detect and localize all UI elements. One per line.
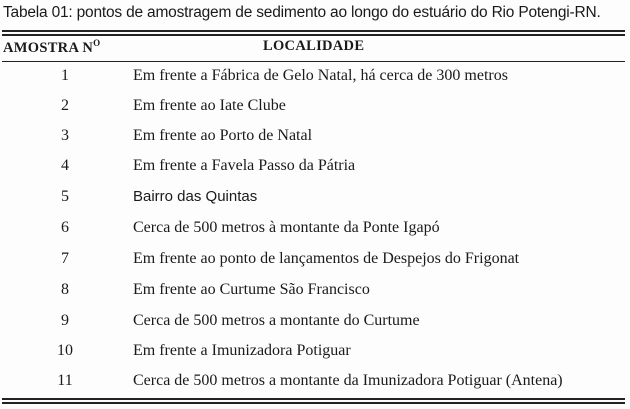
sample-location: Cerca de 500 metros à montante da Ponte Igapó: [133, 219, 440, 236]
table-row: [0, 183, 630, 213]
sample-location: Em frente a Fábrica de Gelo Natal, há cerca de 300 metros: [133, 67, 508, 84]
sample-number: 11: [57, 372, 73, 389]
header-amostra: [3, 38, 100, 57]
table-row: [0, 276, 630, 306]
table-caption: Tabela 01: pontos de amostragem de sedimento ao longo do estuário do Rio Potengi-RN.: [3, 4, 601, 21]
top-rule-inner: [2, 34, 625, 36]
sample-location: Cerca de 500 metros a montante do Curtume: [133, 312, 420, 329]
sample-number: 1: [61, 67, 69, 84]
header-amostra-superscript: O: [93, 38, 101, 48]
sample-location: Em frente a Favela Passo da Pátria: [133, 157, 356, 174]
table-row: [0, 122, 630, 152]
sample-location: Em frente ao Porto de Natal: [133, 127, 313, 144]
table-row: [0, 62, 630, 92]
sample-number: 9: [61, 312, 69, 329]
table-row: [0, 307, 630, 337]
sample-location: Em frente ao Curtume São Francisco: [133, 281, 370, 298]
table-row: [0, 152, 630, 182]
table-row: [0, 92, 630, 122]
sample-number: 8: [61, 281, 69, 298]
bottom-rule-inner: [2, 402, 625, 404]
table-row: [0, 245, 630, 275]
sample-number: 2: [61, 97, 69, 114]
sample-location: Em frente ao Iate Clube: [133, 97, 286, 114]
sample-location: Em frente ao ponto de lançamentos de Despejos do Frigonat: [133, 250, 520, 267]
sample-location: Em frente a Imunizadora Potiguar: [133, 342, 351, 359]
sample-number: 3: [61, 127, 69, 144]
table-row: [0, 337, 630, 367]
sample-number: 5: [61, 188, 69, 205]
top-rule-outer: [2, 30, 625, 32]
sample-number: 4: [61, 157, 69, 174]
table-row: [0, 214, 630, 244]
sample-number: 6: [61, 219, 69, 236]
sample-number: 10: [57, 342, 73, 359]
bottom-rule-outer: [2, 398, 625, 400]
header-amostra-label: AMOSTRA N: [3, 40, 94, 56]
sample-location: Bairro das Quintas: [133, 188, 258, 205]
header-localidade: LOCALIDADE: [263, 38, 365, 54]
sample-number: 7: [61, 250, 69, 267]
sample-location: Cerca de 500 metros a montante da Imunizadora Potiguar (Antena): [133, 372, 563, 389]
table-row: [0, 367, 630, 397]
